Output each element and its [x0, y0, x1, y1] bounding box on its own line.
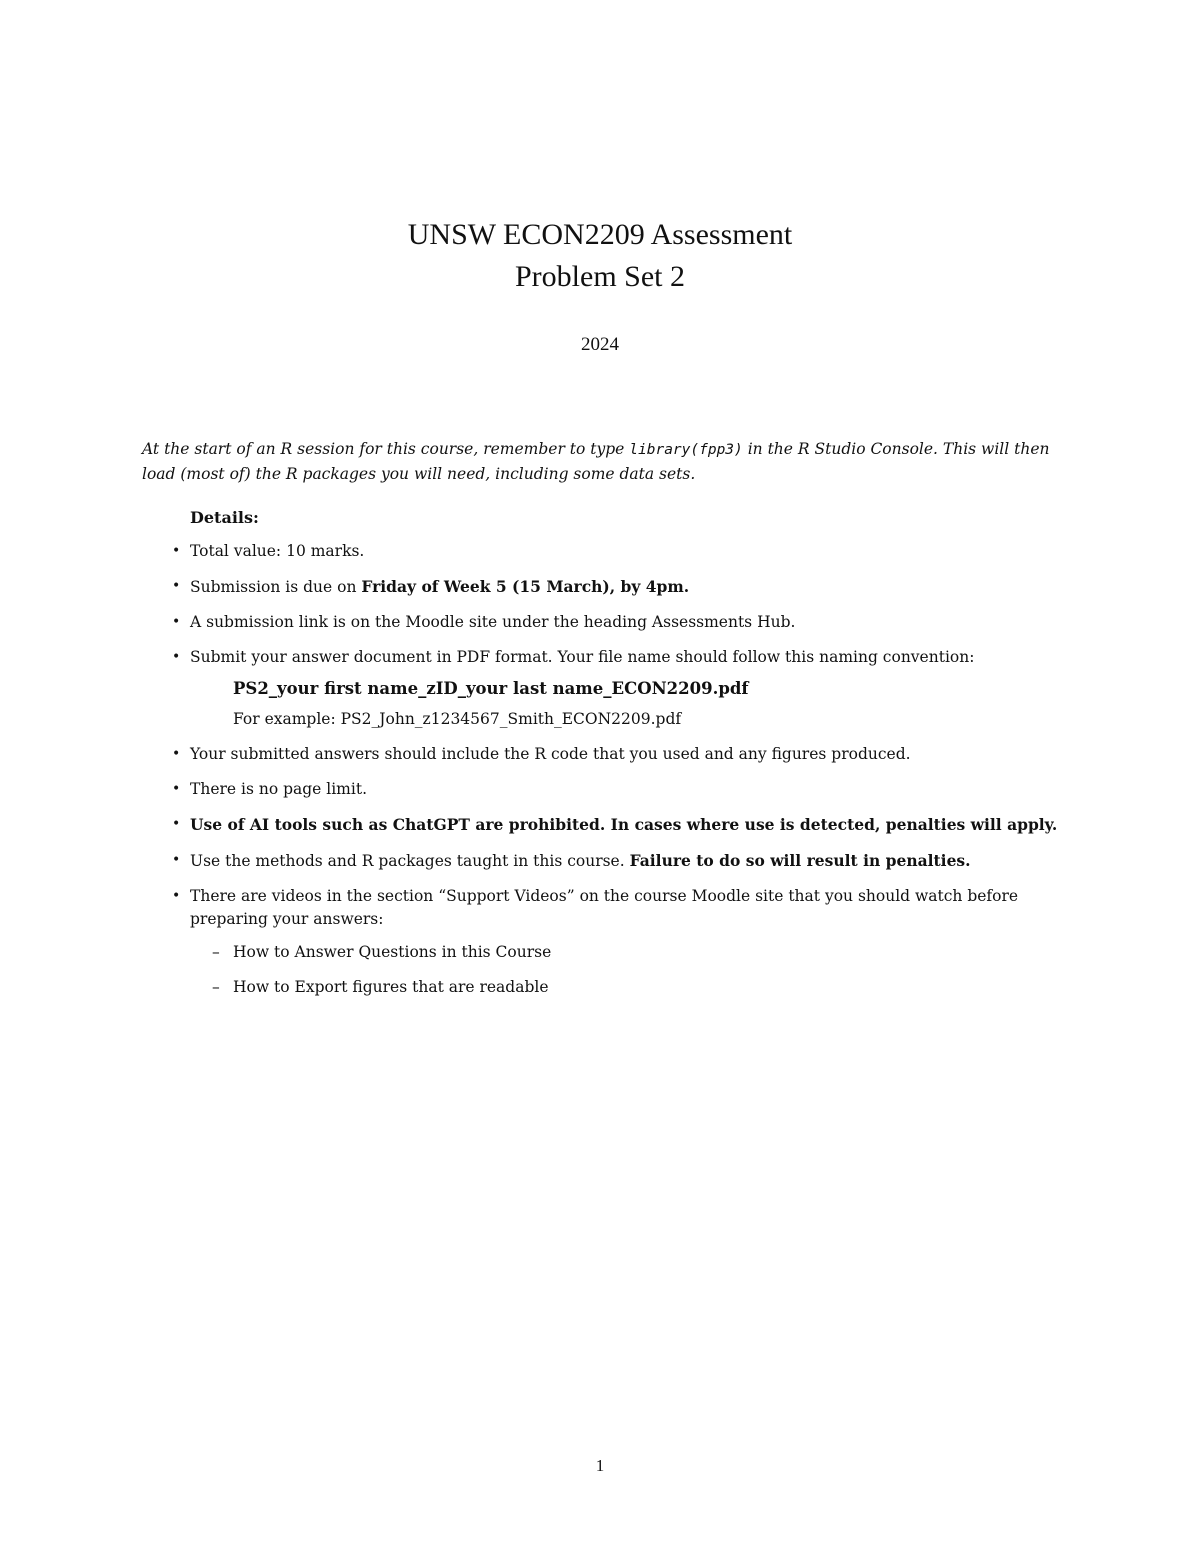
list-item-page-limit	[170, 778, 1065, 801]
bullet-icon: •	[172, 852, 181, 868]
details-list	[170, 540, 1065, 1011]
video-item-answer-questions	[190, 941, 1065, 964]
document-subtitle: Problem Set 2	[515, 260, 685, 293]
total-value-text: Total value: 10 marks.	[190, 542, 365, 560]
title-block	[0, 214, 1200, 298]
list-item-file-format	[170, 646, 1065, 731]
intro-paragraph	[142, 437, 1062, 486]
intro-text-1: At the start of an R session for this course, remember to type	[142, 439, 630, 458]
filename-convention: PS2_your first name_zID_your last name_ECON2209.pdf	[233, 679, 749, 698]
document-year: 2024	[581, 334, 619, 355]
methods-penalty-bold: Failure to do so will result in penalties.	[629, 851, 971, 870]
list-item-videos	[170, 885, 1065, 999]
videos-sublist	[190, 941, 1065, 999]
video-item-export-figures	[190, 976, 1065, 999]
bullet-icon: •	[172, 888, 181, 904]
bullet-icon: •	[172, 614, 181, 630]
filename-example: For example: PS2_John_z1234567_Smith_ECON2209.pdf	[233, 710, 682, 728]
due-prefix: Submission is due on	[190, 578, 362, 596]
page-number: 1	[595, 1456, 605, 1475]
page-limit-text: There is no page limit.	[190, 780, 367, 798]
intro-text-2: in the R Studio Console. This will then load (most of) the R packages you will need, including some data sets.	[142, 439, 1050, 483]
videos-text: There are videos in the section “Support Videos” on the course Moodle site that you should watch before preparing your answers:	[190, 887, 1019, 928]
document-title: UNSW ECON2209 Assessment	[407, 218, 793, 251]
methods-prefix: Use the methods and R packages taught in this course.	[190, 852, 630, 870]
list-item-ai-tools	[170, 813, 1065, 837]
list-item-r-code	[170, 743, 1065, 766]
video-2-title: How to Export figures that are readable	[233, 978, 549, 996]
dash-icon: –	[212, 978, 220, 996]
bullet-icon: •	[172, 543, 181, 559]
due-suffix: .	[683, 577, 690, 596]
bullet-icon: •	[172, 649, 181, 665]
r-code-text: Your submitted answers should include the R code that you used and any figures produced.	[190, 745, 911, 763]
bullet-icon: •	[172, 746, 181, 762]
submission-link-text: A submission link is on the Moodle site under the heading Assessments Hub.	[190, 613, 796, 631]
bullet-icon: •	[172, 781, 181, 797]
dash-icon: –	[212, 943, 220, 961]
due-date-bold: Friday of Week 5 (15 March), by 4pm	[361, 577, 684, 596]
bullet-icon: •	[172, 578, 181, 594]
list-item-methods	[170, 849, 1065, 873]
list-item-submission-link	[170, 611, 1065, 634]
list-item-due-date	[170, 575, 1065, 599]
video-1-title: How to Answer Questions in this Course	[233, 943, 552, 961]
intro-code: library(fpp3)	[629, 441, 743, 458]
ai-tools-text: Use of AI tools such as ChatGPT are prohibited. In cases where use is detected, penalties will apply.	[190, 815, 1058, 834]
file-format-text: Submit your answer document in PDF format. Your file name should follow this naming convention:	[190, 648, 975, 666]
list-item-total-value	[170, 540, 1065, 563]
bullet-icon: •	[172, 816, 181, 832]
details-heading: Details:	[190, 508, 259, 527]
